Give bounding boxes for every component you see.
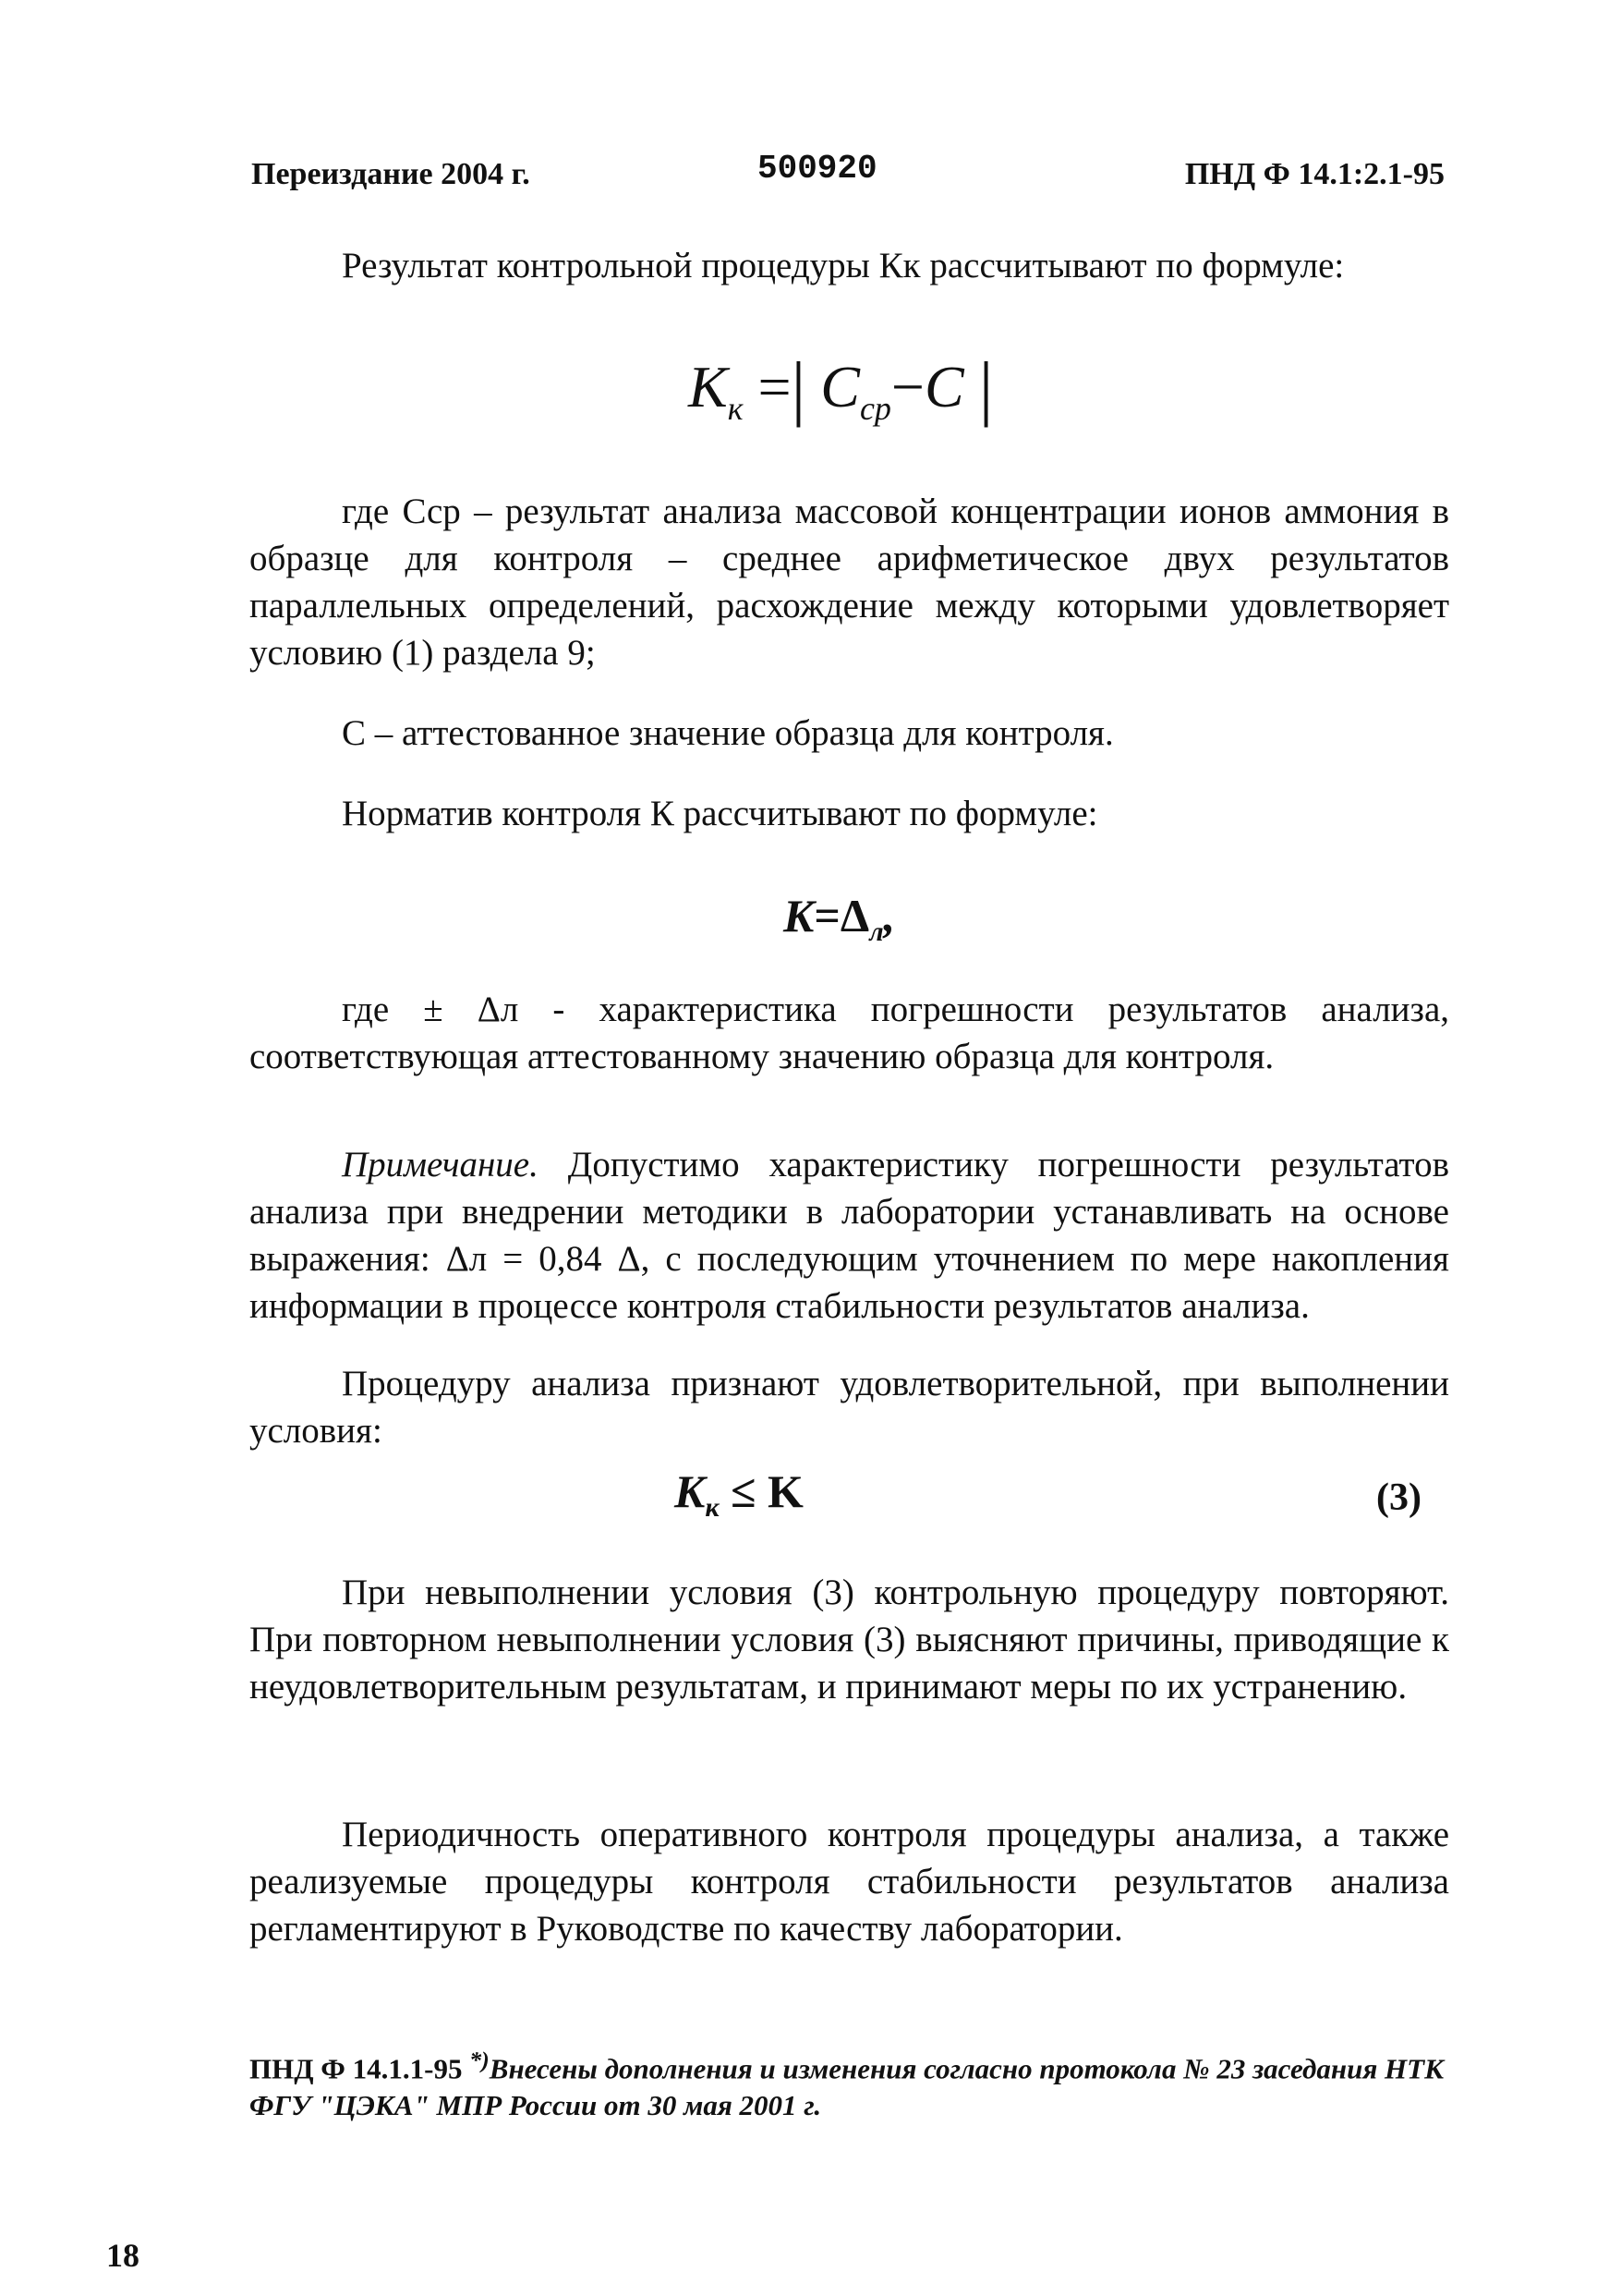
paragraph-c-definition: С – аттестованное значение образца для контроля.: [342, 713, 1114, 753]
footer-mark: *): [469, 2047, 490, 2073]
header-right-doc-code: ПНД Ф 14.1:2.1-95: [1184, 157, 1445, 191]
page-number: 18: [106, 2237, 139, 2274]
paragraph-norm-k: Норматив контроля К рассчитывают по формуле:: [342, 794, 1098, 833]
paragraph-periodicity: Периодичность оперативного контроля процедуры анализа, а также реализуемые процедуры контроля стабильности результатов анализа регламентируют в Руководстве по качеству лаборатории.: [249, 1815, 1449, 1949]
formula-kk-lhs-sub: к: [727, 390, 744, 427]
formula-kk-bar-close: |: [978, 347, 994, 428]
formula-cond-rhs: K: [768, 1465, 804, 1517]
header-center-number: 500920: [757, 150, 877, 188]
formula-kk-bar-open: |: [791, 347, 806, 428]
paragraph-ccp-definition: где Сср – результат анализа массовой концентрации ионов аммония в образце для контроля – среднее арифметическое двух результатов параллельных определений, расхождение между которыми удовлетворяет условию (1) раздела 9;: [249, 492, 1449, 673]
header-left-reissue: Переиздание 2004 г.: [251, 157, 530, 191]
formula-k-delta-sub: л: [869, 917, 884, 947]
formula-kk-minus: −: [890, 354, 926, 419]
paragraph-note: [249, 1141, 1449, 1330]
paragraph-delta-definition: где ± Δл - характеристика погрешности результатов анализа, соответствующая аттестованному значению образца для контроля.: [249, 990, 1449, 1076]
equation-number-3: (3): [1376, 1476, 1422, 1519]
paragraph-control-result: Результат контрольной процедуры Кк рассчитывают по формуле:: [342, 246, 1345, 285]
paragraph-repeat-procedure: При невыполнении условия (3) контрольную процедуру повторяют. При повторном невыполнении условия (3) выясняют причины, приводящие к неудовлетворительным результатам, и принимают меры по их устранению.: [249, 1573, 1449, 1707]
formula-cond-op: ≤: [731, 1465, 756, 1517]
formula-k-delta: [783, 889, 895, 948]
formula-kk-c1-sub: ср: [859, 390, 891, 427]
formula-kk-c2: C: [925, 354, 964, 419]
footer-note-text: Внесены дополнения и изменения согласно протокола № 23 заседания НТК ФГУ "ЦЭКА" МПР России от 30 мая 2001 г.: [249, 2052, 1445, 2122]
formula-k-lhs: K: [783, 890, 815, 941]
formula-kk-lhs: K: [688, 354, 728, 419]
formula-k-delta-symbol: Δ: [840, 890, 870, 941]
formula-cond-lhs-sub: к: [705, 1492, 720, 1523]
note-text: Допустимо характеристику погрешности результатов анализа при внедрении методики в лаборатории устанавливать на основе выражения: Δл = 0,84 Δ, с последующим уточнением по мере накопления информации в процессе контроля стабильности результатов анализа.: [249, 1145, 1449, 1326]
formula-kk-le-k: [674, 1464, 804, 1524]
formula-k-eq: =: [814, 890, 841, 941]
paragraph-procedure-condition: Процедуру анализа признают удовлетворительной, при выполнении условия:: [249, 1364, 1449, 1451]
formula-cond-lhs: K: [674, 1465, 706, 1517]
note-label: Примечание.: [342, 1145, 538, 1184]
formula-kk: [688, 346, 993, 430]
formula-k-tail: ,: [883, 890, 896, 941]
footer-note: [249, 2042, 1449, 2124]
formula-kk-eq: =: [757, 354, 792, 419]
footer-code: ПНД Ф 14.1.1-95: [249, 2052, 463, 2085]
formula-kk-c1: C: [820, 354, 860, 419]
